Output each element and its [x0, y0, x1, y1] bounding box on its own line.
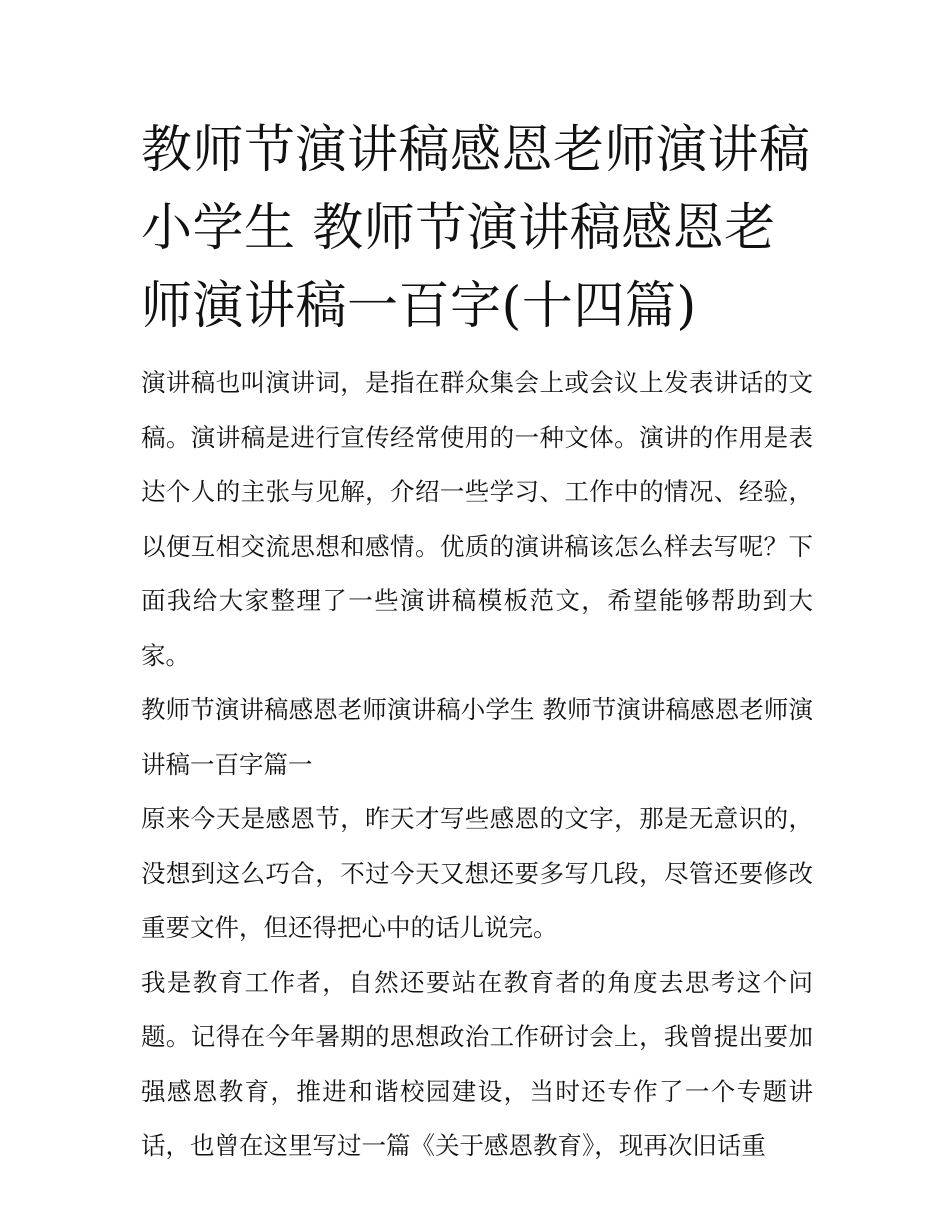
- intro-paragraph: 演讲稿也叫演讲词，是指在群众集会上或会议上发表讲话的文稿。演讲稿是进行宣传经常使用的一种文体。演讲的作用是表达个人的主张与见解，介绍一些学习、工作中的情况、经验，以便互相交流思想和感情。优质的演讲稿该怎么样去写呢？下面我给大家整理了一些演讲稿模板范文，希望能够帮助到大家。: [141, 368, 813, 670]
- section-heading: 教师节演讲稿感恩老师演讲稿小学生 教师节演讲稿感恩老师演讲稿一百字篇一: [141, 695, 813, 779]
- document-title: 教师节演讲稿感恩老师演讲稿小学生 教师节演讲稿感恩老师演讲稿一百字(十四篇): [141, 121, 811, 336]
- body-paragraph-1: 原来今天是感恩节，昨天才写些感恩的文字，那是无意识的，没想到这么巧合，不过今天又想还要多写几段，尽管还要修改重要文件，但还得把心中的话儿说完。: [141, 804, 813, 942]
- body-paragraph-2: 我是教育工作者，自然还要站在教育者的角度去思考这个问题。记得在今年暑期的思想政治工作研讨会上，我曾提出要加强感恩教育，推进和谐校园建设，当时还专作了一个专题讲话，也曾在这里写过一篇《关于感恩教育》，现再次旧话重: [141, 967, 813, 1160]
- document-page: [141, 112, 813, 1174]
